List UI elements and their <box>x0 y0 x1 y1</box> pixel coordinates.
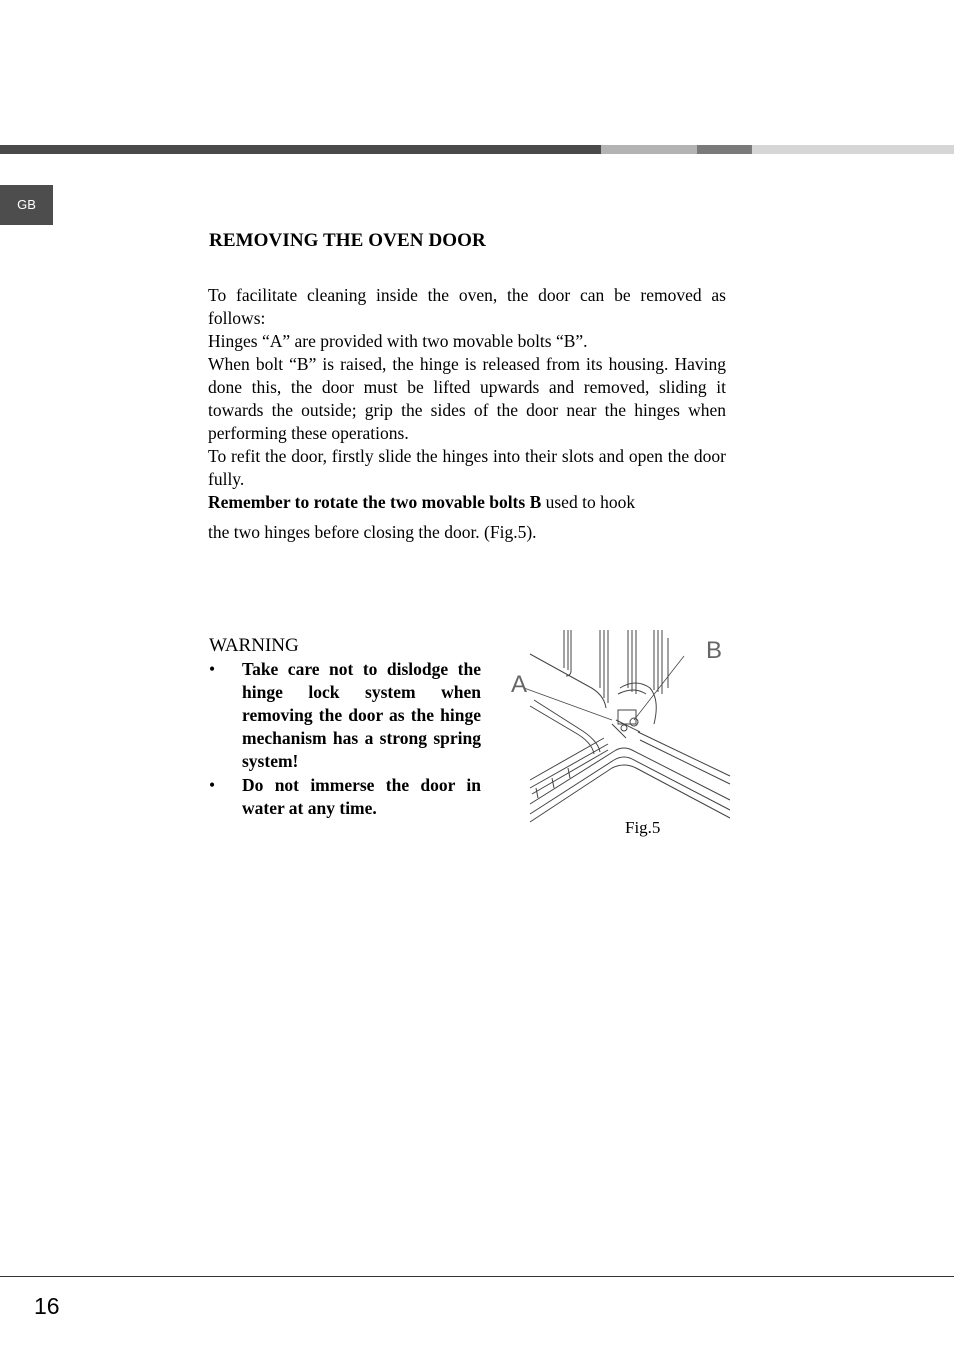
paragraph-refit: To refit the door, firstly slide the hinges into their slots and open the door fully. <box>208 446 726 489</box>
paragraph-release: When bolt “B” is raised, the hinge is released from its housing. Having done this, the door must be lifted upwards and removed, sliding it towards the outside; grip the sides of the door near the hinges when performing these operations. <box>208 354 726 443</box>
hinge-diagram <box>508 628 732 824</box>
section-title: REMOVING THE OVEN DOOR <box>209 230 486 251</box>
footer-divider <box>0 1276 954 1277</box>
label-b: B <box>706 637 723 664</box>
oven-frame <box>530 732 730 822</box>
bar-segment-dark <box>0 145 601 154</box>
instructions-body <box>208 284 726 544</box>
bullet-icon: • <box>209 775 216 795</box>
hinge-assembly <box>612 683 656 738</box>
figure-caption: Fig.5 <box>625 818 661 837</box>
bar-segment-pale <box>752 145 954 154</box>
warning-item-text: Take care not to dislodge the hinge lock system when removing the door as the hinge mechanism has a strong spring system! <box>242 659 481 771</box>
paragraph-hinges: Hinges “A” are provided with two movable bolts “B”. <box>208 331 588 351</box>
language-tab: GB <box>0 185 53 225</box>
paragraph-reminder-end: the two hinges before closing the door. (Fig.5). <box>208 522 537 542</box>
warning-item <box>209 658 481 773</box>
reminder-rest: used to hook <box>541 492 636 512</box>
label-a: A <box>511 671 528 698</box>
warning-block <box>209 634 481 821</box>
bullet-icon: • <box>209 659 216 679</box>
bar-segment-light <box>601 145 697 154</box>
reminder-bold: Remember to rotate the two movable bolts B <box>208 492 542 512</box>
paragraph-reminder <box>208 491 726 514</box>
top-decorative-bar <box>0 145 954 154</box>
warning-item-text: Do not immerse the door in water at any time. <box>242 775 481 818</box>
warning-title: WARNING <box>209 635 299 656</box>
bar-segment-mid <box>697 145 752 154</box>
page-number: 16 <box>34 1293 60 1319</box>
warning-list <box>209 658 481 820</box>
paragraph-intro: To facilitate cleaning inside the oven, the door can be removed as follows: <box>208 285 726 328</box>
warning-item <box>209 774 481 820</box>
